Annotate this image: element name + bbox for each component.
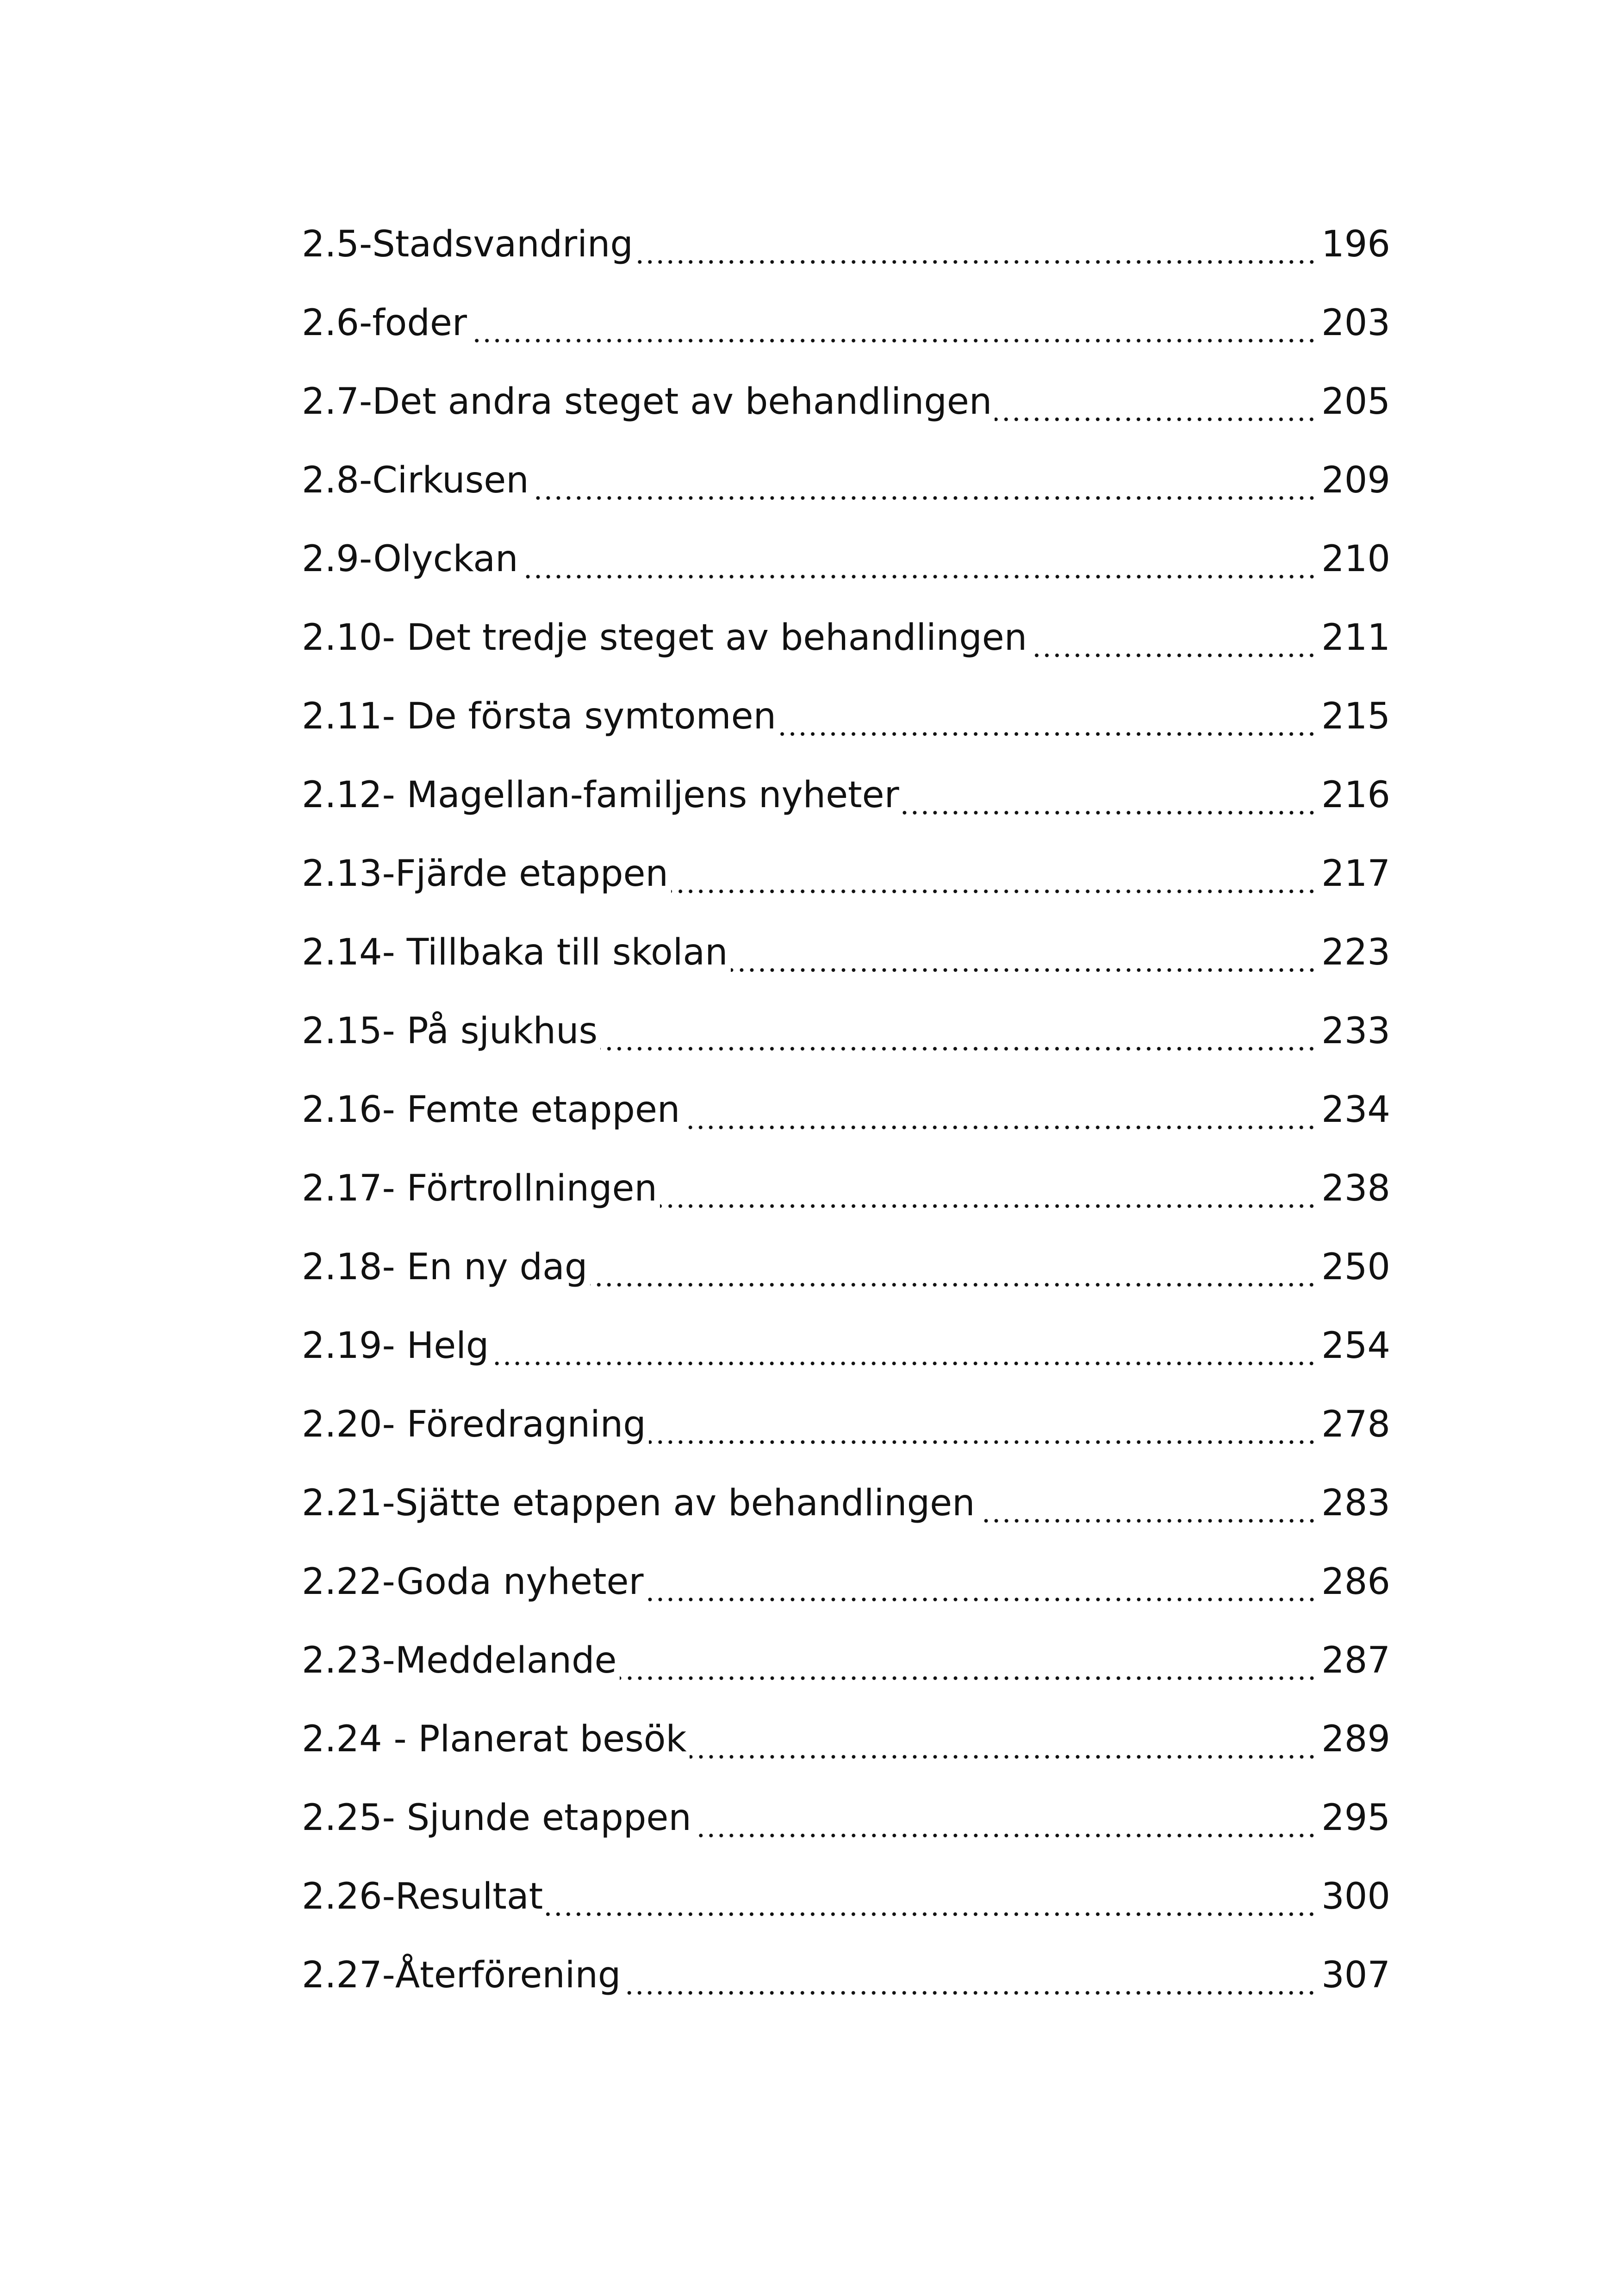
toc-entry[interactable]: [302, 1006, 1390, 1085]
dot-leader: [623, 1950, 1317, 2029]
toc-entry[interactable]: [302, 1085, 1390, 1164]
toc-entry[interactable]: [302, 1636, 1390, 1714]
toc-entry-page: 211: [1321, 617, 1390, 659]
dot-leader: [600, 1006, 1317, 1085]
toc-entry-page: 223: [1321, 932, 1390, 973]
toc-entry-page: 283: [1321, 1482, 1390, 1524]
dot-leader: [694, 1793, 1317, 1872]
toc-entry-page: 210: [1321, 538, 1390, 580]
toc-entry-title: 2.16- Femte etappen: [302, 1089, 680, 1131]
toc-entry-page: 289: [1321, 1718, 1390, 1760]
toc-entry-title: 2.12- Magellan-familjens nyheter: [302, 774, 899, 816]
toc-entry-page: 307: [1321, 1954, 1390, 1996]
toc-entry[interactable]: [302, 377, 1390, 455]
toc-entry-page: 215: [1321, 696, 1390, 737]
toc-entry[interactable]: [302, 1321, 1390, 1400]
dot-leader: [492, 1321, 1317, 1400]
toc-entry-title: 2.10- Det tredje steget av behandlingen: [302, 617, 1027, 659]
dot-leader: [521, 534, 1317, 613]
toc-entry[interactable]: [302, 455, 1390, 534]
toc-entry-page: 203: [1321, 302, 1390, 344]
dot-leader: [683, 1085, 1317, 1164]
toc-entry-title: 2.18- En ny dag: [302, 1246, 588, 1288]
toc-entry-title: 2.23-Meddelande: [302, 1640, 617, 1681]
toc-entry[interactable]: [302, 1400, 1390, 1478]
toc-entry-title: 2.20- Föredragning: [302, 1404, 646, 1445]
toc-entry-title: 2.24 - Planerat besök: [302, 1718, 687, 1760]
toc-entry-title: 2.21-Sjätte etappen av behandlingen: [302, 1482, 975, 1524]
dot-leader: [470, 298, 1317, 377]
toc-entry-page: 205: [1321, 381, 1390, 423]
toc-entry[interactable]: [302, 1557, 1390, 1636]
toc-entry-title: 2.7-Det andra steget av behandlingen: [302, 381, 992, 423]
toc-entry-title: 2.27-Återförening: [302, 1954, 621, 1996]
toc-entry[interactable]: [302, 613, 1390, 691]
toc-entry[interactable]: [302, 298, 1390, 377]
dot-leader: [1030, 613, 1317, 691]
toc-entry[interactable]: [302, 1872, 1390, 1950]
toc-entry[interactable]: [302, 1793, 1390, 1872]
toc-entry[interactable]: [302, 1950, 1390, 2029]
dot-leader: [590, 1242, 1317, 1321]
toc-entry-title: 2.19- Helg: [302, 1325, 489, 1367]
toc-entry-page: 217: [1321, 853, 1390, 895]
toc-entry-title: 2.25- Sjunde etappen: [302, 1797, 691, 1839]
dot-leader: [690, 1714, 1317, 1793]
toc-entry[interactable]: [302, 849, 1390, 927]
dot-leader: [636, 219, 1317, 298]
toc-entry-title: 2.8-Cirkusen: [302, 460, 529, 501]
dot-leader: [902, 770, 1317, 849]
dot-leader: [660, 1164, 1317, 1242]
dot-leader: [671, 849, 1317, 927]
toc-entry-page: 233: [1321, 1010, 1390, 1052]
toc-entry-title: 2.26-Resultat: [302, 1876, 543, 1917]
toc-entry[interactable]: [302, 1242, 1390, 1321]
toc-entry[interactable]: [302, 691, 1390, 770]
toc-entry[interactable]: [302, 1714, 1390, 1793]
toc-entry-page: 286: [1321, 1561, 1390, 1603]
toc-entry-page: 295: [1321, 1797, 1390, 1839]
toc-entry-page: 278: [1321, 1404, 1390, 1445]
toc-entry[interactable]: [302, 927, 1390, 1006]
dot-leader: [647, 1557, 1317, 1636]
toc-entry-page: 209: [1321, 460, 1390, 501]
toc-entry[interactable]: [302, 1478, 1390, 1557]
toc-entry-title: 2.22-Goda nyheter: [302, 1561, 644, 1603]
toc-entry-page: 196: [1321, 224, 1390, 265]
toc-entry-title: 2.14- Tillbaka till skolan: [302, 932, 728, 973]
table-of-contents: [302, 219, 1390, 2029]
toc-entry-page: 254: [1321, 1325, 1390, 1367]
dot-leader: [532, 455, 1317, 534]
toc-entry-page: 234: [1321, 1089, 1390, 1131]
dot-leader: [779, 691, 1317, 770]
toc-entry-title: 2.13-Fjärde etappen: [302, 853, 668, 895]
toc-entry-page: 300: [1321, 1876, 1390, 1917]
toc-entry-title: 2.9-Olyckan: [302, 538, 518, 580]
toc-entry-title: 2.6-foder: [302, 302, 467, 344]
toc-entry[interactable]: [302, 770, 1390, 849]
toc-entry-title: 2.15- På sjukhus: [302, 1010, 598, 1052]
toc-entry-title: 2.17- Förtrollningen: [302, 1168, 657, 1209]
dot-leader: [731, 927, 1317, 1006]
toc-entry-title: 2.5-Stadsvandring: [302, 224, 633, 265]
dot-leader: [995, 377, 1317, 455]
dot-leader: [978, 1478, 1317, 1557]
toc-entry-page: 238: [1321, 1168, 1390, 1209]
dot-leader: [546, 1872, 1317, 1950]
toc-entry[interactable]: [302, 219, 1390, 298]
dot-leader: [649, 1400, 1317, 1478]
dot-leader: [620, 1636, 1317, 1714]
toc-entry[interactable]: [302, 534, 1390, 613]
toc-entry-page: 216: [1321, 774, 1390, 816]
toc-entry-page: 287: [1321, 1640, 1390, 1681]
toc-entry-page: 250: [1321, 1246, 1390, 1288]
toc-entry[interactable]: [302, 1164, 1390, 1242]
toc-entry-title: 2.11- De första symtomen: [302, 696, 777, 737]
